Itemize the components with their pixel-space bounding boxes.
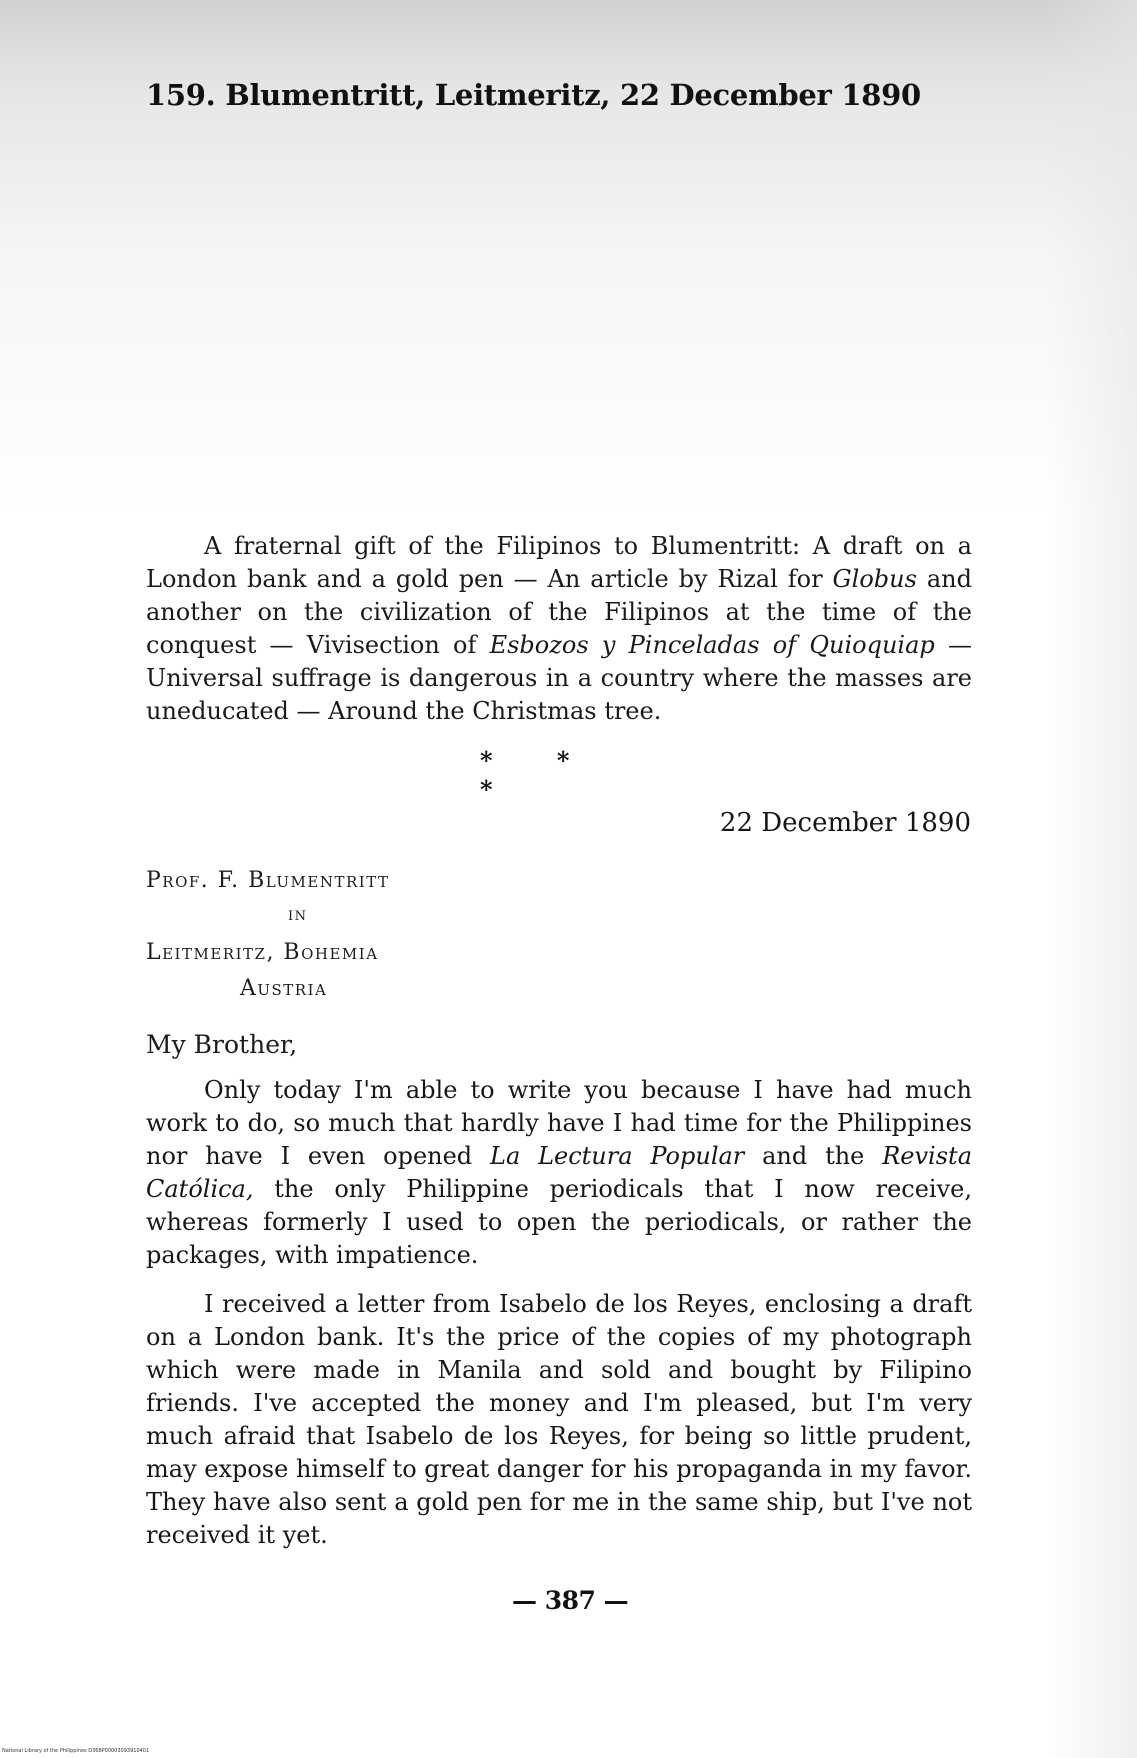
address-line: Leitmeritz, Bohemia [146, 940, 379, 965]
scan-credit: National Library of the Philippines D368P00003093910401 [2, 1748, 150, 1754]
letter-salutation: My Brother, [146, 1030, 298, 1059]
summary-text: — Universal suffrage is dangerous in a country where the masses are uneducated — Around the Christmas tree. [146, 631, 972, 725]
letter-heading: 159. Blumentritt, Leitmeritz, 22 December 1890 [146, 78, 921, 112]
periodical-title: La Lectura Popular [490, 1142, 745, 1170]
summary-text: and another on the civilization of the Filipinos at the time of the conquest — Vivisection of [146, 565, 972, 659]
paragraph-text: and the [744, 1142, 883, 1170]
body-paragraph: I received a letter from Isabelo de los Reyes, enclosing a draft on a London bank. It's the price of the copies of my photograph which were made in Manila and sold and bought by Filipino friends. I've accepted the money and I'm pleased, but I'm very much afraid that Isabelo de los Reyes, for being so little prudent, may expose himself to great danger for his propaganda in my favor. They have also sent a gold pen for me in the same ship, but I've not received it yet. [146, 1290, 972, 1549]
summary-italic-title: Globus [832, 565, 917, 593]
summary-text: A fraternal gift of the Filipinos to Blumentritt: A draft on a London bank and a gold pen — An article by Rizal for [146, 532, 972, 593]
section-separator: * * * [480, 746, 598, 804]
summary-italic-title: Esbozos y Pinceladas of Quioquiap [489, 631, 935, 659]
letter-summary [146, 530, 972, 728]
address-line: in [288, 904, 308, 925]
letter-date: 22 December 1890 [719, 808, 971, 838]
address-line: Prof. F. Blumentritt [146, 868, 390, 893]
paragraph-text: the only Philippine periodicals that I now receive, whereas formerly I used to open the periodicals, or rather the packages, with impatience. [146, 1175, 972, 1269]
page-number: — 387 — [512, 1586, 629, 1615]
address-line: Austria [240, 976, 328, 1001]
paragraph-text: Only today I'm able to write you because I have had much work to do, so much that hardly have I had time for the Philippines nor have I even opened [146, 1076, 972, 1170]
periodical-title: Revista Católica, [146, 1142, 972, 1203]
body-paragraph [146, 1074, 972, 1272]
